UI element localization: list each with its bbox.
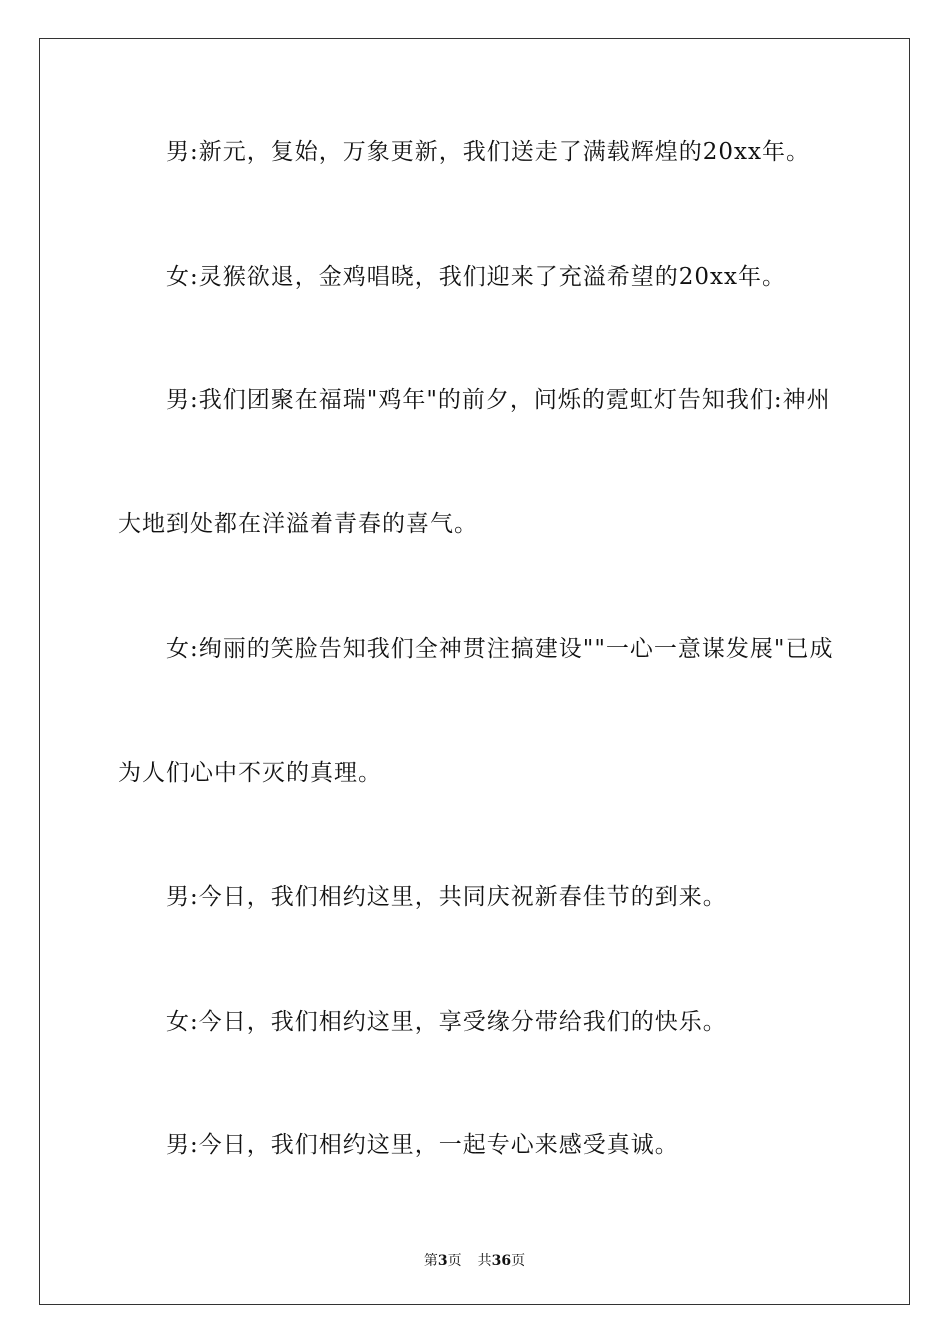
footer-page-suffix: 页 (447, 1253, 462, 1269)
page-footer (40, 1252, 909, 1270)
footer-page-prefix: 第 (423, 1253, 438, 1269)
paragraph-4-continuation: 为人们心中不灭的真理。 (118, 760, 382, 786)
paragraph-6: 女:今日，我们相约这里，享受缘分带给我们的快乐。 (166, 1009, 727, 1035)
footer-total-suffix: 页 (511, 1253, 526, 1269)
paragraph-2: 女:灵猴欲退，金鸡唱晓，我们迎来了充溢希望的20xx年。 (166, 264, 786, 290)
paragraph-4: 女:绚丽的笑脸告知我们全神贯注搞建设""一心一意谋发展"已成 (166, 636, 834, 662)
page-frame (39, 38, 910, 1305)
paragraph-3-continuation: 大地到处都在洋溢着青春的喜气。 (118, 511, 478, 537)
paragraph-5: 男:今日，我们相约这里，共同庆祝新春佳节的到来。 (166, 884, 727, 910)
paragraph-1: 男:新元，复始，万象更新，我们送走了满载辉煌的20xx年。 (166, 139, 810, 165)
paragraph-3: 男:我们团聚在福瑞"鸡年"的前夕，问烁的霓虹灯告知我们:神州 (166, 387, 831, 413)
footer-page-number: 3 (437, 1253, 448, 1269)
paragraph-7: 男:今日，我们相约这里，一起专心来感受真诚。 (166, 1132, 679, 1158)
footer-total-prefix: 共 (477, 1253, 492, 1269)
footer-total-number: 36 (491, 1253, 512, 1269)
